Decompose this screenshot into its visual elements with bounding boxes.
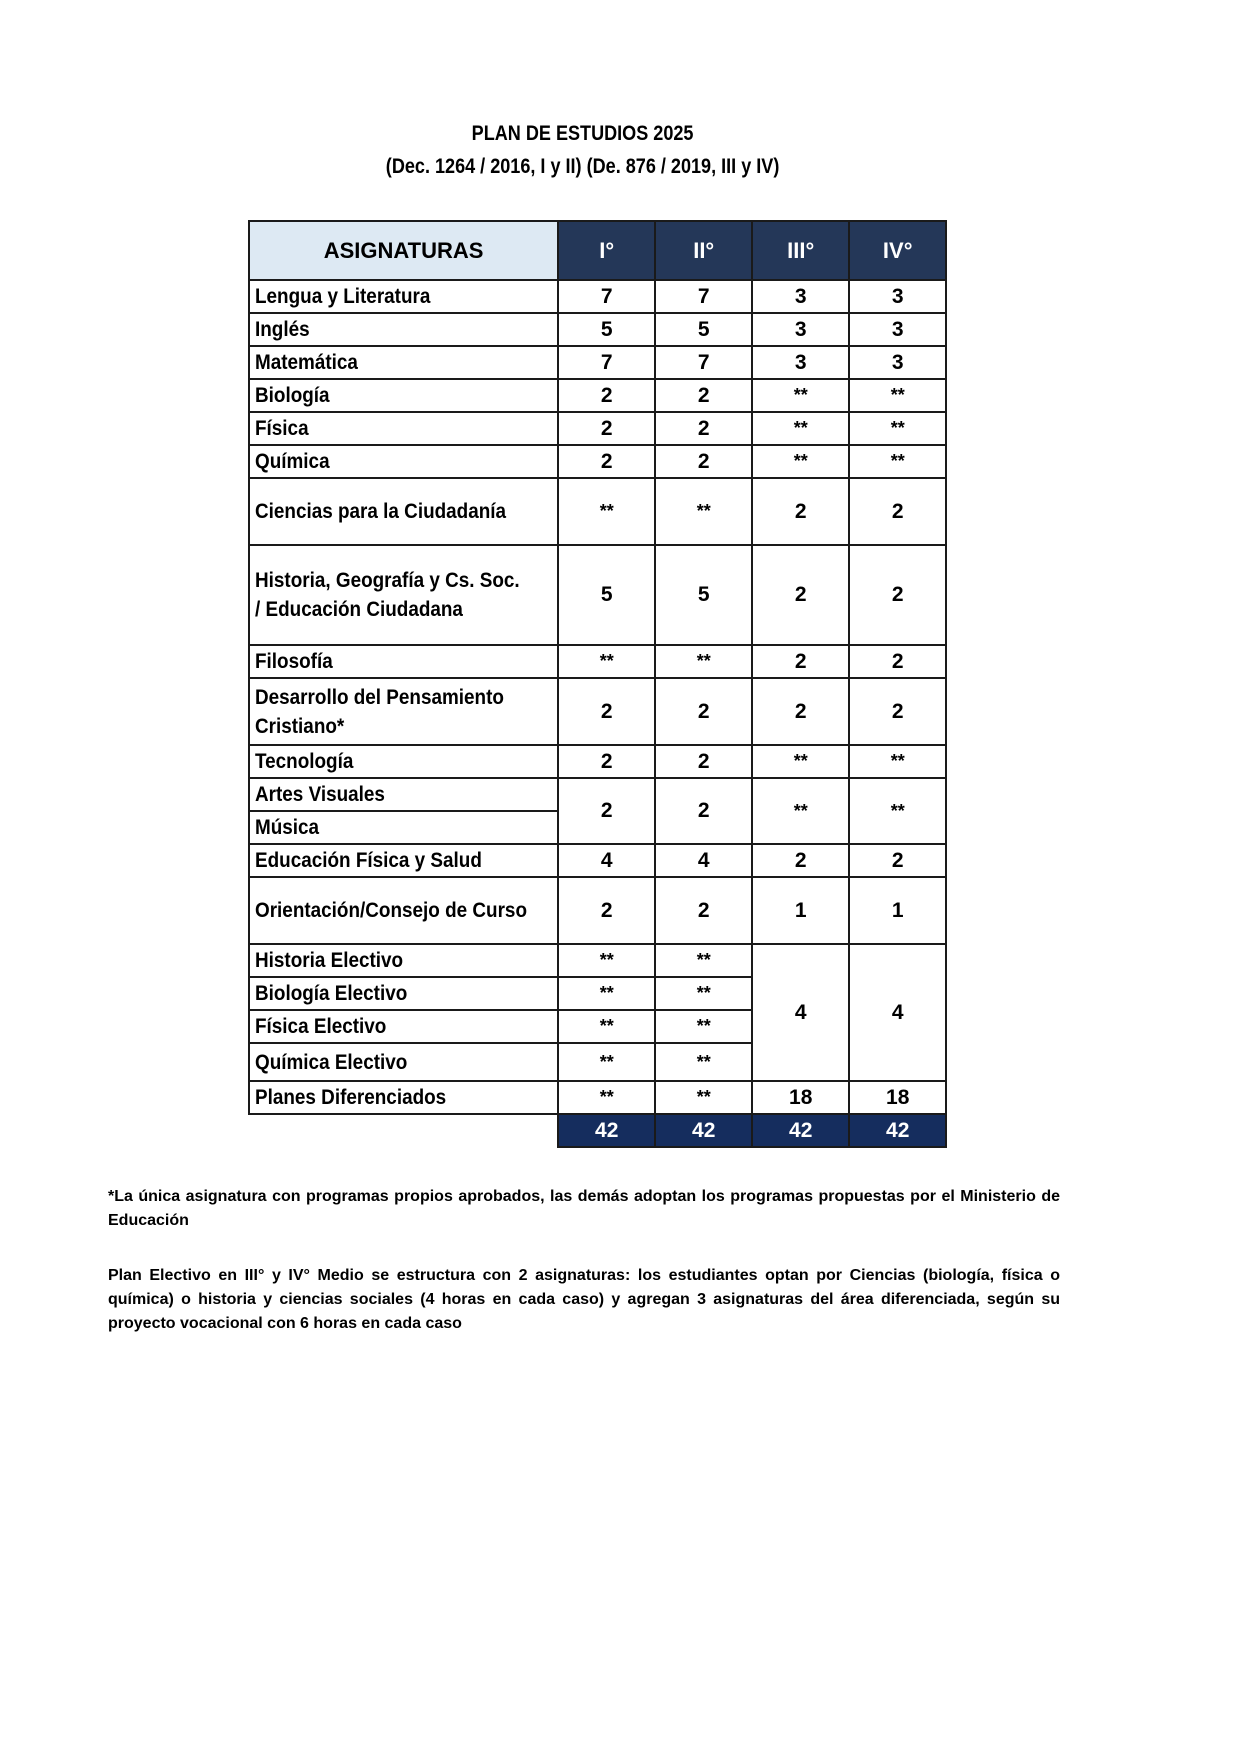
table-row <box>249 379 946 412</box>
hours-cell: ** <box>752 379 849 412</box>
hours-cell: 2 <box>655 678 752 745</box>
subject-label-line: Desarrollo del Pensamiento <box>255 685 504 709</box>
subject-label: Orientación/Consejo de Curso <box>255 899 527 922</box>
hours-cell: 3 <box>849 313 946 346</box>
hours-cell: 4 <box>752 944 849 1081</box>
hours-cell: 3 <box>849 280 946 313</box>
hours-cell: ** <box>558 645 655 678</box>
subject-label: Química <box>255 450 330 473</box>
table-row <box>249 745 946 778</box>
level-header: II° <box>655 221 752 280</box>
document-subtitle: (Dec. 1264 / 2016, I y II) (De. 876 / 2019, III y IV) <box>385 155 780 178</box>
hours-cell: 1 <box>849 877 946 944</box>
subject-label: Lengua y Literatura <box>255 285 431 308</box>
table-row <box>249 944 946 977</box>
hours-cell: 2 <box>558 877 655 944</box>
hours-cell: 4 <box>558 844 655 877</box>
footnote: *La única asignatura con programas propios aprobados, las demás adoptan los programas propuestas por el Ministerio de Educación <box>108 1188 1060 1229</box>
study-plan-table <box>248 220 947 1148</box>
hours-cell: ** <box>558 1010 655 1043</box>
hours-cell: 2 <box>655 445 752 478</box>
subject-label: Biología Electivo <box>255 982 408 1005</box>
hours-cell: ** <box>752 412 849 445</box>
hours-cell: 4 <box>655 844 752 877</box>
table-row <box>249 313 946 346</box>
hours-cell: ** <box>849 745 946 778</box>
subject-label-line: Historia, Geografía y Cs. Soc. <box>255 569 520 592</box>
hours-cell: 2 <box>558 412 655 445</box>
total-cell: 42 <box>752 1114 849 1147</box>
subject-label: Biología <box>255 384 330 407</box>
hours-cell: 2 <box>752 844 849 877</box>
hours-cell: ** <box>558 944 655 977</box>
table-header-row <box>249 221 946 280</box>
hours-cell: 2 <box>849 545 946 645</box>
subject-label: Ciencias para la Ciudadanía <box>255 500 507 523</box>
hours-cell: 2 <box>752 678 849 745</box>
table-row <box>249 412 946 445</box>
hours-cell: 18 <box>849 1081 946 1114</box>
subject-label: Matemática <box>255 351 358 374</box>
level-header: III° <box>752 221 849 280</box>
hours-cell: 7 <box>655 280 752 313</box>
hours-cell: ** <box>655 1010 752 1043</box>
table-row <box>249 678 946 745</box>
hours-cell: ** <box>655 1081 752 1114</box>
hours-cell: ** <box>655 478 752 545</box>
hours-cell: 2 <box>558 445 655 478</box>
hours-cell: 18 <box>752 1081 849 1114</box>
hours-cell: 2 <box>752 645 849 678</box>
hours-cell: 1 <box>752 877 849 944</box>
table-row <box>249 778 946 811</box>
hours-cell: 2 <box>558 745 655 778</box>
hours-cell: 2 <box>558 678 655 745</box>
hours-cell: 7 <box>655 346 752 379</box>
hours-cell: 5 <box>655 313 752 346</box>
hours-cell: 3 <box>752 346 849 379</box>
hours-cell: 2 <box>655 745 752 778</box>
table-row <box>249 545 946 645</box>
hours-cell: 5 <box>655 545 752 645</box>
subject-label: Educación Física y Salud <box>255 849 482 872</box>
subject-label: Física Electivo <box>255 1015 387 1038</box>
level-header: I° <box>558 221 655 280</box>
table-row <box>249 1081 946 1114</box>
elective-note: Plan Electivo en III° y IV° Medio se estructura con 2 asignaturas: los estudiantes optan por Ciencias (biología, física o química) o historia y ciencias sociales (4 horas en cada caso) y agregan 3 asignaturas del área diferenciada, según su proyecto vocacional con 6 horas en cada caso <box>108 1267 1060 1332</box>
hours-cell: 5 <box>558 313 655 346</box>
subject-label: Historia Electivo <box>255 949 404 972</box>
table-row <box>249 280 946 313</box>
table-row <box>249 445 946 478</box>
hours-cell: ** <box>558 1081 655 1114</box>
hours-cell: 2 <box>849 844 946 877</box>
hours-cell: 2 <box>849 678 946 745</box>
subject-label: Tecnología <box>255 750 354 773</box>
subject-label: Música <box>255 816 320 839</box>
hours-cell: ** <box>849 412 946 445</box>
hours-cell: 2 <box>752 478 849 545</box>
table-row <box>249 478 946 545</box>
hours-cell: ** <box>558 977 655 1010</box>
subject-label: Inglés <box>255 318 310 341</box>
hours-cell: 7 <box>558 280 655 313</box>
hours-cell: 2 <box>752 545 849 645</box>
table-row <box>249 645 946 678</box>
hours-cell: ** <box>655 1043 752 1081</box>
subject-label: Filosofía <box>255 650 333 673</box>
hours-cell: ** <box>752 745 849 778</box>
subject-label: Química Electivo <box>255 1050 408 1074</box>
subject-label-line: / Educación Ciudadana <box>255 598 463 621</box>
subject-label: Planes Diferenciados <box>255 1086 447 1109</box>
hours-cell: 2 <box>849 478 946 545</box>
hours-cell: 2 <box>655 379 752 412</box>
table-row <box>249 844 946 877</box>
hours-cell: ** <box>849 445 946 478</box>
hours-cell: ** <box>849 379 946 412</box>
hours-cell: ** <box>752 445 849 478</box>
hours-cell: 2 <box>655 412 752 445</box>
total-cell: 42 <box>849 1114 946 1147</box>
hours-cell: 4 <box>849 944 946 1081</box>
hours-cell: ** <box>752 778 849 844</box>
hours-cell: ** <box>655 944 752 977</box>
hours-cell: 2 <box>558 379 655 412</box>
table-row <box>249 877 946 944</box>
hours-cell: 2 <box>655 877 752 944</box>
hours-cell: 2 <box>655 778 752 844</box>
hours-cell: 7 <box>558 346 655 379</box>
hours-cell: ** <box>655 977 752 1010</box>
hours-cell: 3 <box>752 313 849 346</box>
hours-cell: 3 <box>849 346 946 379</box>
subjects-header: ASIGNATURAS <box>249 221 558 280</box>
hours-cell: 2 <box>558 778 655 844</box>
document-title: PLAN DE ESTUDIOS 2025 <box>471 122 694 145</box>
level-header: IV° <box>849 221 946 280</box>
hours-cell: 3 <box>752 280 849 313</box>
total-cell: 42 <box>655 1114 752 1147</box>
subject-label: Física <box>255 417 309 440</box>
hours-cell: ** <box>849 778 946 844</box>
subject-label: Artes Visuales <box>255 783 385 806</box>
table-row <box>249 346 946 379</box>
subject-label-line: Cristiano* <box>255 714 345 738</box>
hours-cell: ** <box>655 645 752 678</box>
hours-cell: ** <box>558 1043 655 1081</box>
hours-cell: 2 <box>849 645 946 678</box>
total-cell: 42 <box>558 1114 655 1147</box>
hours-cell: 5 <box>558 545 655 645</box>
hours-cell: ** <box>558 478 655 545</box>
totals-row <box>249 1114 946 1147</box>
